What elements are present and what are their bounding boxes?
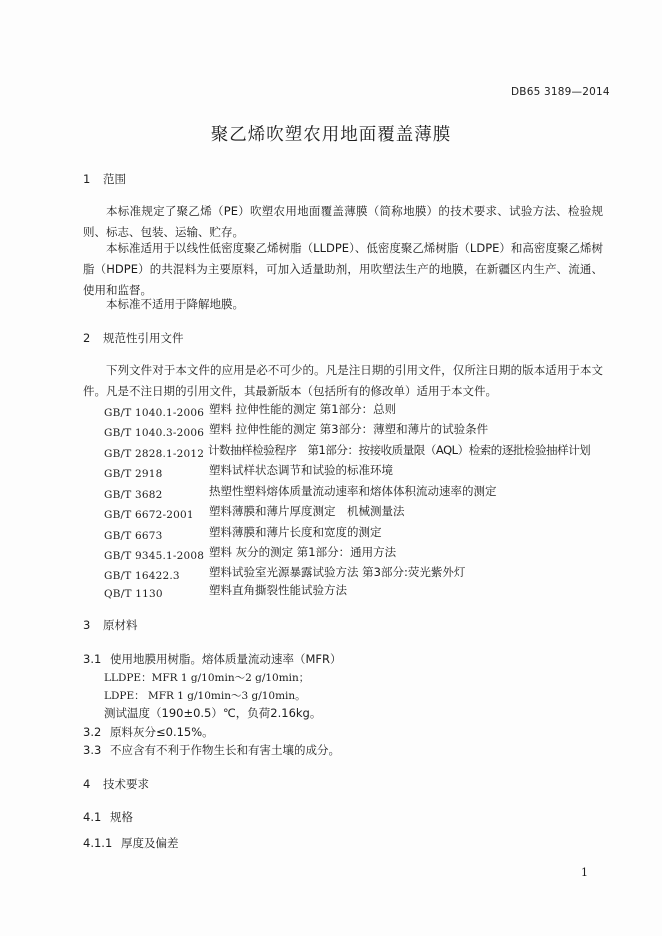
reference-code: QB/T 1130 (104, 588, 163, 600)
clause-3-2 (83, 724, 214, 740)
reference-title: 塑料薄膜和薄片长度和宽度的测定 (209, 525, 382, 539)
section-title: 规范性引用文件 (103, 331, 184, 345)
reference-code: GB/T 1040.1-2006 (104, 407, 205, 419)
clause-4-1 (83, 809, 133, 825)
section-number: 4 (83, 777, 91, 791)
clause-number: 3.2 (83, 725, 102, 739)
reference-code: GB/T 3682 (104, 489, 163, 501)
reference-code: GB/T 16422.3 (104, 570, 180, 582)
reference-title: 塑料试验室光源暴露试验方法 第3部分:荧光紫外灯 (209, 565, 466, 579)
reference-title: 热塑性塑料熔体质量流动速率和熔体体积流动速率的测定 (209, 484, 497, 498)
section-title: 范围 (103, 172, 126, 186)
reference-item (104, 462, 163, 481)
reference-item (104, 442, 204, 461)
reference-code: GB/T 9345.1-2008 (104, 550, 205, 562)
paragraph: 下列文件对于本文件的应用是必不可少的。凡是注日期的引用文件，仅所注日期的版本适用于本文件。凡是不注日期的引用文件，其最新版本（包括所有的修改单）适用于本文件。 (83, 363, 603, 398)
section-4-heading (83, 776, 149, 792)
reference-code: GB/T 1040.3-2006 (104, 427, 205, 439)
clause-text: 规格 (110, 810, 133, 824)
section-title: 原材料 (103, 618, 138, 632)
clause-number: 3.3 (83, 743, 102, 757)
reference-title: 塑料 拉伸性能的测定 第1部分：总则 (209, 402, 397, 416)
section-number: 3 (83, 618, 91, 632)
ldpe-spec: LDPE： MFR 1 g/10min～3 g/10min。 (104, 690, 306, 702)
paragraph: 本标准不适用于降解地膜。 (106, 297, 244, 311)
section-number: 2 (83, 331, 91, 345)
section-1-heading (83, 171, 126, 187)
clause-text: 原料灰分≤0.15%。 (110, 725, 214, 739)
clause-4-1-1 (83, 835, 179, 851)
reference-title: 计数抽样检验程序 第1部分：按接收质量限（AQL）检索的逐批检验抽样计划 (208, 443, 591, 457)
reference-item (104, 564, 180, 583)
reference-title: 塑料 灰分的测定 第1部分：通用方法 (209, 545, 397, 559)
reference-code: GB/T 2918 (104, 468, 163, 480)
clause-3-1 (83, 651, 342, 667)
reference-code: GB/T 6673 (104, 530, 163, 542)
reference-title: 塑料薄膜和薄片厚度测定 机械测量法 (209, 504, 405, 518)
reference-code: GB/T 6672-2001 (104, 509, 194, 521)
clause-text: 不应含有不利于作物生长和有害土壤的成分。 (110, 743, 340, 757)
section-number: 1 (83, 172, 91, 186)
clause-number: 4.1.1 (83, 836, 113, 850)
paragraph: 本标准规定了聚乙烯（PE）吹塑农用地面覆盖薄膜（简称地膜）的技术要求、试验方法、检验规则、标志、包装、运输、贮存。 (83, 204, 603, 239)
standard-number: DB65 3189—2014 (511, 86, 610, 98)
paragraph: 本标准适用于以线性低密度聚乙烯树脂（LLDPE）、低密度聚乙烯树脂（LDPE）和高密度聚乙烯树脂（HDPE）的共混料为主要原料，可加入适量助剂，用吹塑法生产的地膜，在新疆区内生产、流通、使用和监督。 (83, 241, 603, 297)
reference-title: 塑料直角撕裂性能试验方法 (209, 583, 347, 597)
clause-number: 4.1 (83, 810, 102, 824)
clause-text: 厚度及偏差 (121, 836, 179, 850)
reference-item (104, 401, 204, 420)
clause-text: 使用地膜用树脂。熔体质量流动速率（MFR） (110, 652, 342, 666)
reference-item (104, 483, 163, 502)
reference-code: GB/T 2828.1-2012 (104, 448, 205, 460)
reference-title: 塑料试样状态调节和试验的标准环境 (209, 463, 393, 477)
reference-title: 塑料 拉伸性能的测定 第3部分：薄塑和薄片的试验条件 (209, 422, 489, 436)
reference-item (104, 524, 163, 543)
reference-item (104, 503, 194, 522)
section-3-heading (83, 617, 138, 633)
clause-number: 3.1 (83, 652, 102, 666)
reference-item (104, 544, 204, 563)
page-number: 1 (581, 866, 588, 879)
section-2-heading (83, 330, 184, 346)
section-title: 技术要求 (103, 777, 149, 791)
lldpe-spec: LLDPE：MFR 1 g/10min～2 g/10min； (104, 672, 310, 684)
reference-item (104, 582, 163, 601)
clause-3-3 (83, 742, 340, 758)
document-title: 聚乙烯吹塑农用地面覆盖薄膜 (210, 125, 452, 145)
reference-item (104, 421, 204, 440)
test-conditions: 测试温度（190±0.5）℃，负荷2.16kg。 (104, 706, 322, 720)
